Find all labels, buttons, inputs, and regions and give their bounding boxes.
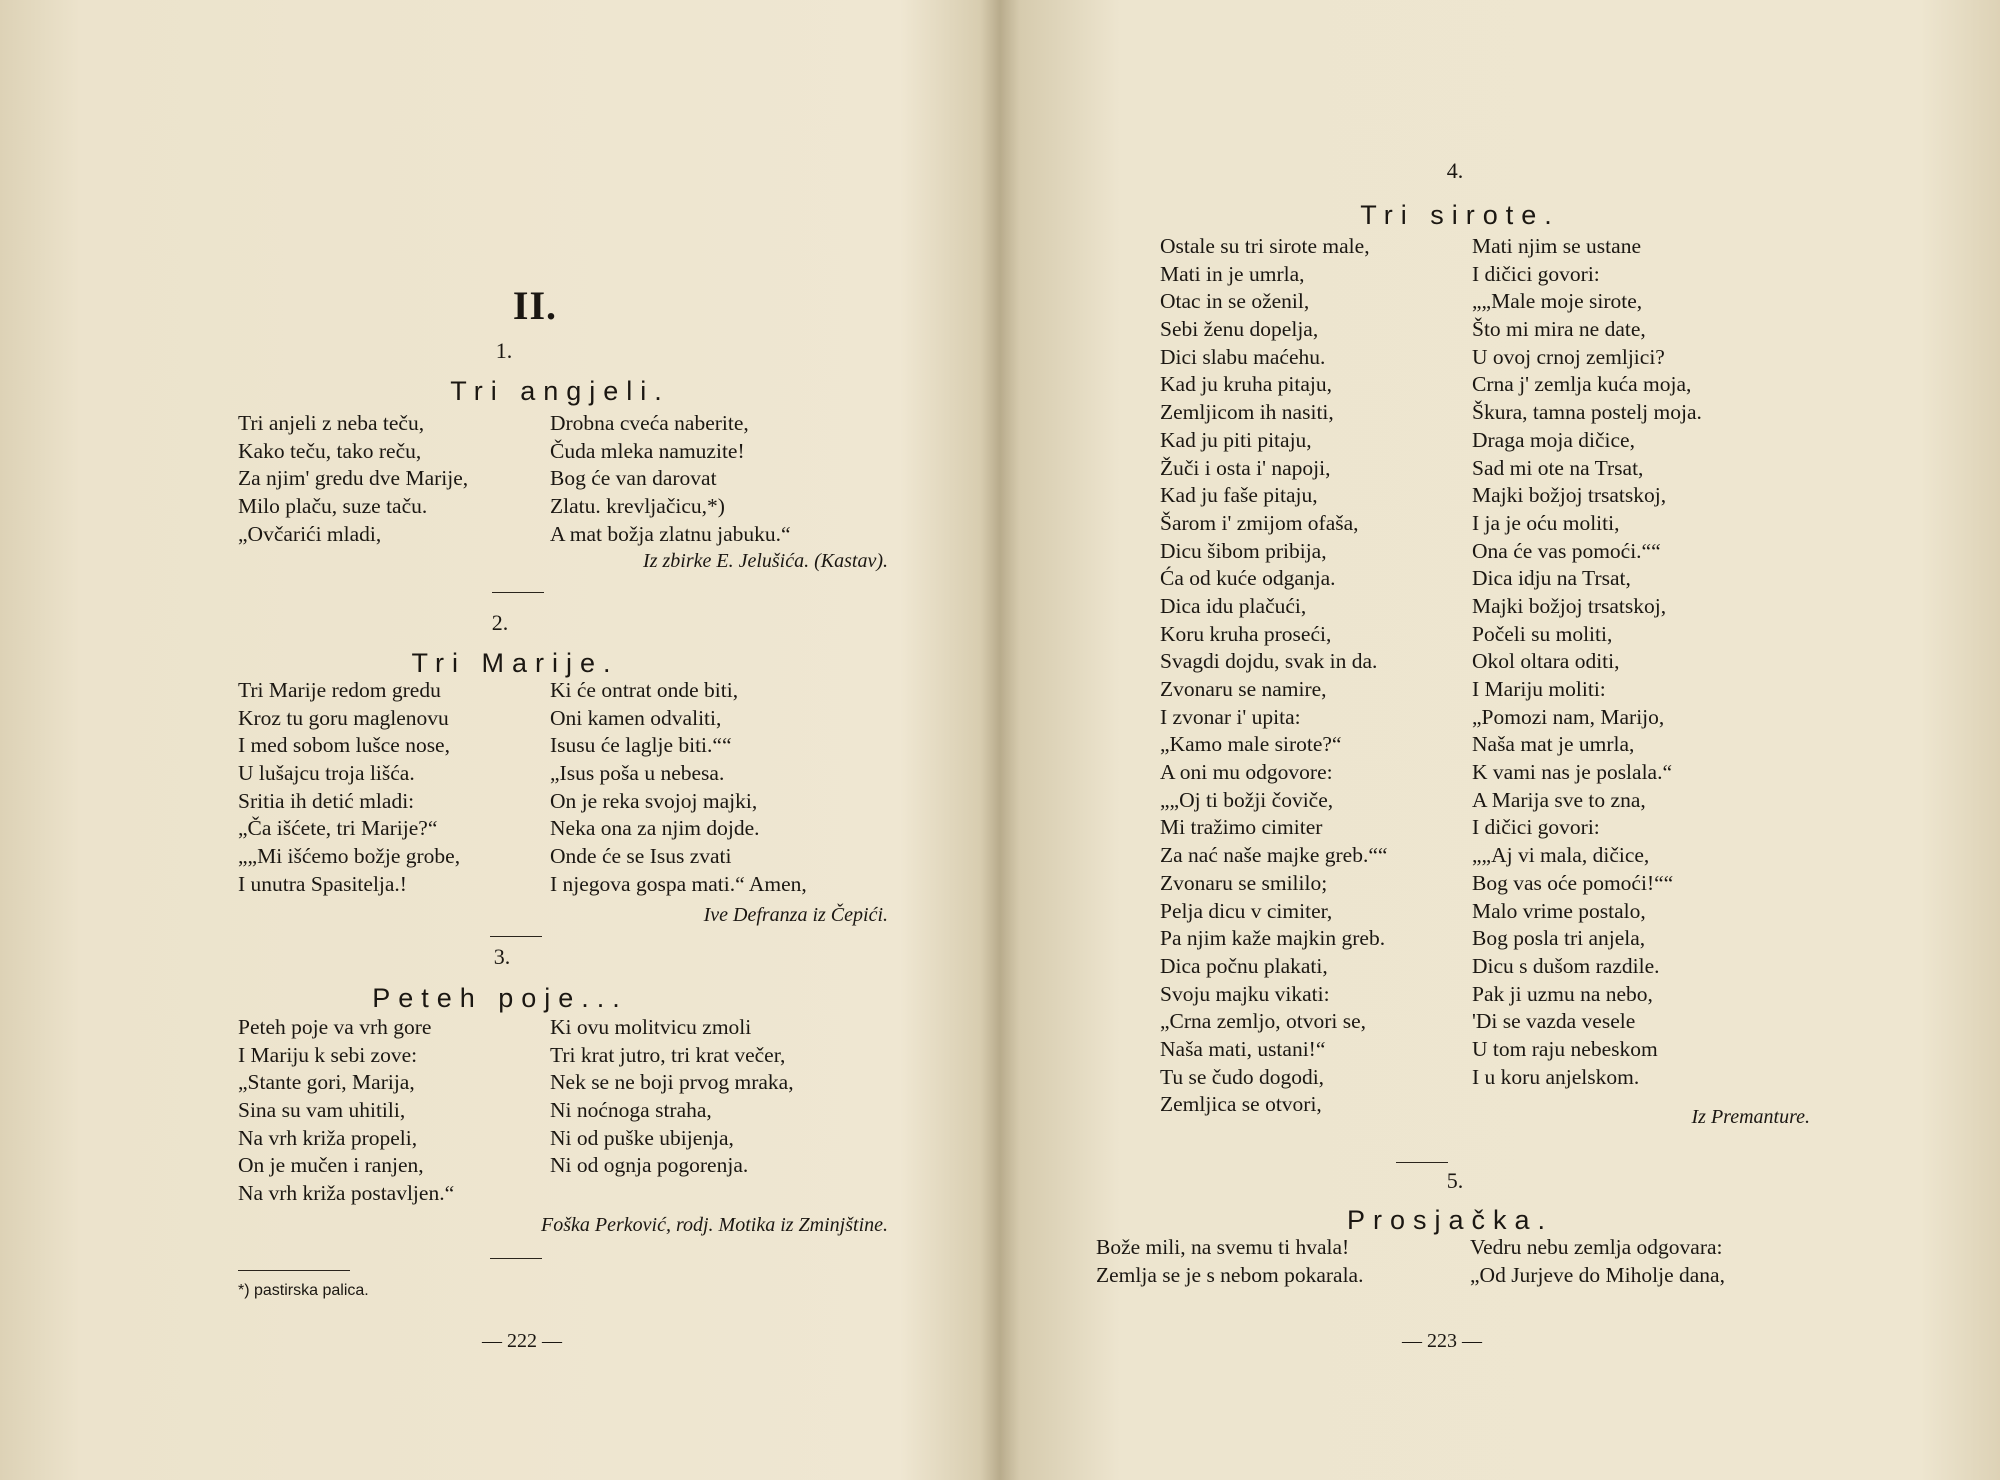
verse-line: Ostale su tri sirote male, bbox=[1160, 234, 1370, 258]
verse-line: Bog posla tri anjela, bbox=[1472, 926, 1646, 951]
verse-line: Peteh poje va vrh gore bbox=[238, 1015, 432, 1039]
verse-line: Čuda mleka namuzite! bbox=[550, 438, 745, 463]
verse-line: I med sobom lušce nose, bbox=[238, 733, 450, 758]
verse-line: Mati in je umrla, bbox=[1160, 261, 1305, 286]
verse-line: Sebi ženu dopelja, bbox=[1160, 317, 1319, 342]
verse-line: „Stante gori, Marija, bbox=[238, 1070, 415, 1095]
verse-line: Dica idju na Trsat, bbox=[1472, 566, 1631, 591]
verse-line: U ovoj crnoj zemljici? bbox=[1472, 344, 1665, 369]
verse-line: Pa njim kaže majkin greb. bbox=[1160, 926, 1386, 951]
verse-line: Svoju majku vikati: bbox=[1160, 981, 1330, 1006]
verse-line: Za nać naše majke greb.““ bbox=[1160, 843, 1388, 868]
verse-line: Draga moja dičice, bbox=[1472, 427, 1635, 452]
divider-rule bbox=[492, 592, 544, 593]
verse-line: I zvonar i' upita: bbox=[1160, 704, 1301, 729]
verse-line: Nek se ne boji prvog mraka, bbox=[550, 1070, 794, 1095]
section-roman-numeral: II. bbox=[512, 283, 558, 328]
verse-line: Dica idu plačući, bbox=[1160, 593, 1307, 618]
verse-line: Bog će van darovat bbox=[550, 466, 717, 491]
poem-2-number: 2. bbox=[491, 610, 509, 635]
verse-line: Ni od ognja pogorenja. bbox=[550, 1153, 749, 1178]
verse-line: A mat božja zlatnu jabuku.“ bbox=[550, 521, 791, 546]
verse-line: Sritia ih detić mladi: bbox=[238, 788, 415, 813]
verse-line: Naša mat je umrla, bbox=[1472, 732, 1635, 757]
verse-line: U lušajcu troja lišća. bbox=[238, 761, 415, 786]
divider-rule bbox=[490, 1258, 542, 1259]
poem-1-title: Tri angjeli. bbox=[450, 376, 670, 406]
poem-3-column-2 bbox=[550, 1014, 794, 1180]
verse-line: Vedru nebu zemlja odgovara: bbox=[1470, 1235, 1723, 1259]
verse-line: „Pomozi nam, Marijo, bbox=[1472, 704, 1665, 729]
verse-line: „Ča išćete, tri Marije?“ bbox=[238, 816, 438, 841]
verse-line: Kad ju piti pitaju, bbox=[1160, 427, 1312, 452]
verse-line: Zemljica se otvori, bbox=[1160, 1092, 1322, 1117]
verse-line: Kad ju kruha pitaju, bbox=[1160, 372, 1332, 397]
verse-line: Ni od puške ubijenja, bbox=[550, 1125, 734, 1150]
poem-5-column-2 bbox=[1470, 1234, 1725, 1289]
verse-line: Malo vrime postalo, bbox=[1472, 898, 1646, 923]
divider-rule bbox=[490, 936, 542, 937]
verse-line: Ki ovu molitvicu zmoli bbox=[550, 1015, 752, 1039]
poem-2-column-2 bbox=[550, 677, 807, 899]
verse-line: Tri Marije redom gredu bbox=[238, 678, 441, 702]
verse-line: Dicu s dušom razdile. bbox=[1472, 953, 1660, 978]
verse-line: I Mariju k sebi zove: bbox=[238, 1042, 418, 1067]
poem-2-column-1 bbox=[238, 677, 460, 899]
verse-line: I dičici govori: bbox=[1472, 815, 1600, 840]
verse-line: Crna j' zemlja kuća moja, bbox=[1472, 372, 1692, 397]
verse-line: Mati njim se ustane bbox=[1472, 234, 1641, 258]
poem-4-column-1 bbox=[1160, 233, 1387, 1119]
footnote: *) pastirska palica. bbox=[238, 1282, 369, 1299]
verse-line: Pelja dicu v cimiter, bbox=[1160, 898, 1333, 923]
verse-line: Oni kamen odvaliti, bbox=[550, 705, 722, 730]
poem-1-column-2 bbox=[550, 410, 791, 548]
verse-line: Počeli su moliti, bbox=[1472, 621, 1613, 646]
verse-line: Na vrh križa postavljen.“ bbox=[238, 1181, 455, 1206]
verse-line: Neka ona za njim dojde. bbox=[550, 816, 760, 841]
verse-line: Zvonaru se smililo; bbox=[1160, 870, 1328, 895]
poem-3-number: 3. bbox=[493, 944, 511, 969]
verse-line: Pak ji uzmu na nebo, bbox=[1472, 981, 1653, 1006]
verse-line: Bog vas oće pomoći!““ bbox=[1472, 870, 1674, 895]
verse-line: On je reka svojoj majki, bbox=[550, 788, 758, 813]
verse-line: Sina su vam uhitili, bbox=[238, 1098, 406, 1123]
verse-line: Na vrh križa propeli, bbox=[238, 1125, 418, 1150]
verse-line: Isusu će laglje biti.““ bbox=[550, 733, 732, 758]
verse-line: I ja je oću moliti, bbox=[1472, 510, 1620, 535]
poem-5-title: Prosjačka. bbox=[1346, 1205, 1554, 1235]
verse-line: Onde će se Isus zvati bbox=[550, 844, 732, 869]
verse-line: Zlatu. krevljačicu,*) bbox=[550, 494, 725, 519]
verse-line: Mi tražimo cimiter bbox=[1160, 815, 1323, 840]
poem-5-number: 5. bbox=[1446, 1168, 1464, 1193]
verse-line: I njegova gospa mati.“ Amen, bbox=[550, 871, 807, 896]
verse-line: „„Male moje sirote, bbox=[1472, 289, 1643, 314]
verse-line: Ni noćnoga straha, bbox=[550, 1098, 712, 1123]
verse-line: Za njim' gredu dve Marije, bbox=[238, 466, 469, 491]
poem-2-title: Tri Marije. bbox=[411, 648, 619, 678]
verse-line: I unutra Spasitelja.! bbox=[238, 871, 407, 896]
verse-line: Dici slabu maćehu. bbox=[1160, 344, 1326, 369]
verse-line: Milo plaču, suze taču. bbox=[238, 494, 428, 519]
verse-line: A Marija sve to zna, bbox=[1472, 787, 1646, 812]
verse-line: On je mučen i ranjen, bbox=[238, 1153, 424, 1178]
verse-line: Što mi mira ne date, bbox=[1472, 317, 1646, 342]
verse-line: Koru kruha proseći, bbox=[1160, 621, 1332, 646]
verse-line: I dičici govori: bbox=[1472, 261, 1600, 286]
poem-1-column-1 bbox=[238, 410, 468, 548]
poem-3-credit: Foška Perković, rodj. Motika iz Zminjštine. bbox=[541, 1214, 888, 1236]
poem-1-credit: Iz zbirke E. Jelušića. (Kastav). bbox=[643, 550, 888, 572]
verse-line: I Mariju moliti: bbox=[1472, 677, 1606, 701]
right-page bbox=[1000, 0, 2000, 1480]
verse-line: Bože mili, na svemu ti hvala! bbox=[1096, 1235, 1350, 1259]
verse-line: Tri krat jutro, tri krat večer, bbox=[550, 1042, 786, 1067]
verse-line: Žuči i osta i' napoji, bbox=[1160, 455, 1331, 480]
verse-line: Dicu šibom pribija, bbox=[1160, 538, 1327, 563]
verse-line: Svagdi dojdu, svak in da. bbox=[1160, 649, 1378, 674]
verse-line: Sad mi ote na Trsat, bbox=[1472, 455, 1644, 480]
verse-line: Kad ju faše pitaju, bbox=[1160, 483, 1318, 508]
verse-line: Ki će ontrat onde biti, bbox=[550, 678, 739, 702]
verse-line: „„Mi išćemo božje grobe, bbox=[238, 844, 461, 869]
verse-line: Tri anjeli z neba teču, bbox=[238, 411, 425, 435]
verse-line: „Crna zemljo, otvori se, bbox=[1160, 1009, 1366, 1034]
verse-line: Ona će vas pomoći.““ bbox=[1472, 538, 1661, 563]
poem-3-title: Peteh poje... bbox=[372, 983, 628, 1013]
verse-line: „„Aj vi mala, dičice, bbox=[1472, 843, 1650, 868]
poem-3-column-1 bbox=[238, 1014, 454, 1208]
poem-1-number: 1. bbox=[495, 338, 513, 363]
verse-line: Šarom i' zmijom ofaša, bbox=[1160, 510, 1359, 535]
verse-line: „Kamo male sirote?“ bbox=[1160, 732, 1342, 757]
verse-line: A oni mu odgovore: bbox=[1160, 760, 1333, 785]
verse-line: Otac in se oženil, bbox=[1160, 289, 1310, 314]
verse-line: Okol oltara oditi, bbox=[1472, 649, 1620, 674]
verse-line: Dica počnu plakati, bbox=[1160, 953, 1328, 978]
verse-line: Kako teču, tako reču, bbox=[238, 438, 422, 463]
verse-line: Drobna cveća naberite, bbox=[550, 411, 749, 435]
poem-2-credit: Ive Defranza iz Čepići. bbox=[703, 904, 888, 926]
verse-line: „Isus poša u nebesa. bbox=[550, 761, 725, 786]
verse-line: „„Oj ti božji čoviče, bbox=[1160, 787, 1334, 812]
verse-line: Zvonaru se namire, bbox=[1160, 677, 1327, 701]
poem-4-credit: Iz Premanture. bbox=[1691, 1106, 1810, 1128]
verse-line: K vami nas je poslala.“ bbox=[1472, 760, 1673, 785]
verse-line: Tu se čudo dogodi, bbox=[1160, 1064, 1325, 1089]
verse-line: I u koru anjelskom. bbox=[1472, 1064, 1640, 1089]
verse-line: Majki božjoj trsatskoj, bbox=[1472, 593, 1667, 618]
verse-line: „Ovčarići mladi, bbox=[238, 521, 382, 546]
verse-line: U tom raju nebeskom bbox=[1472, 1036, 1658, 1061]
verse-line: Kroz tu goru maglenovu bbox=[238, 705, 449, 730]
page-number-left: — 222 — bbox=[482, 1330, 562, 1352]
poem-4-title: Tri sirote. bbox=[1360, 200, 1560, 230]
verse-line: Ća od kuće odganja. bbox=[1160, 566, 1336, 591]
verse-line: Majki božjoj trsatskoj, bbox=[1472, 483, 1667, 508]
verse-line: Škura, tamna postelj moja. bbox=[1472, 400, 1702, 425]
verse-line: 'Di se vazda vesele bbox=[1472, 1009, 1636, 1034]
poem-5-column-1 bbox=[1096, 1234, 1363, 1289]
verse-line: Zemlja se je s nebom pokarala. bbox=[1096, 1262, 1364, 1287]
verse-line: Zemljicom ih nasiti, bbox=[1160, 400, 1334, 425]
footnote-rule bbox=[238, 1270, 350, 1271]
poem-4-number: 4. bbox=[1446, 158, 1464, 183]
verse-line: „Od Jurjeve do Miholje dana, bbox=[1470, 1262, 1725, 1287]
divider-rule bbox=[1396, 1162, 1448, 1163]
verse-line: Naša mati, ustani!“ bbox=[1160, 1036, 1326, 1061]
poem-4-column-2 bbox=[1472, 233, 1702, 1091]
page-number-right: — 223 — bbox=[1402, 1330, 1482, 1352]
